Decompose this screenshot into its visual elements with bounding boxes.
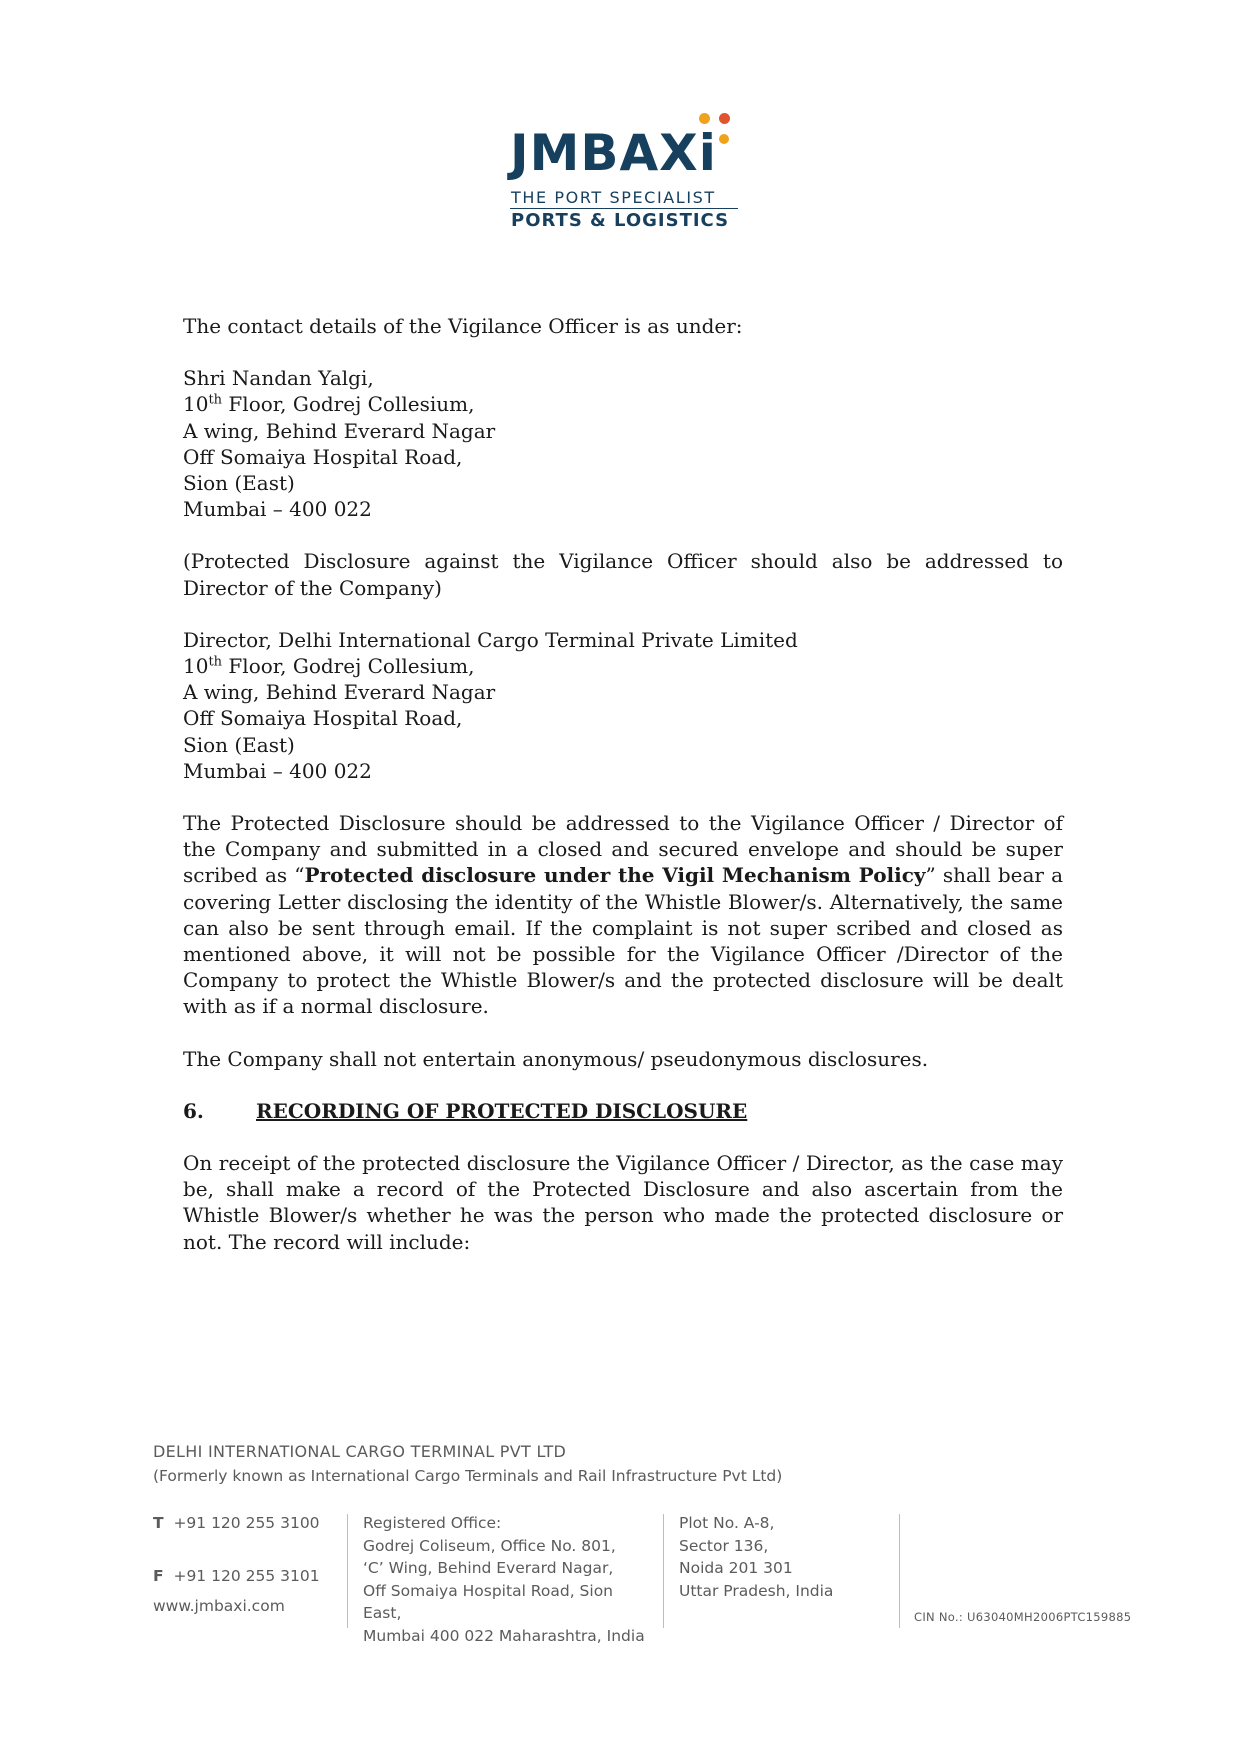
address-line: Off Somaiya Hospital Road,: [183, 706, 463, 731]
logo-tagline-ports-logistics: PORTS & LOGISTICS: [511, 210, 730, 231]
address-line: Off Somaiya Hospital Road,: [183, 444, 463, 469]
address-line-floor: 10th Floor, Godrej Collesium,: [183, 392, 475, 417]
address-line-floor: 10th Floor, Godrej Collesium,: [183, 654, 475, 679]
director-address: [183, 627, 1063, 784]
plot-line: Sector 136,: [679, 1536, 769, 1555]
address-line: A wing, Behind Everard Nagar: [183, 680, 496, 705]
section-title: RECORDING OF PROTECTED DISCLOSURE: [256, 1098, 748, 1123]
logo-tagline-port-specialist: THE PORT SPECIALIST: [511, 188, 716, 207]
logo-dot-red: [719, 113, 730, 124]
footer-phone: T +91 120 255 3100: [153, 1514, 320, 1532]
address-line: Sion (East): [183, 732, 295, 757]
receipt-paragraph: On receipt of the protected disclosure the Vigilance Officer / Director, as the case may be, shall make a record of the Protected Disclosure and also ascertain from the Whistle Blower/s whether he was the person who made the protected disclosure or not. The record will include:: [183, 1151, 1063, 1254]
footer-divider: [347, 1514, 348, 1628]
footer-divider: [899, 1514, 900, 1628]
logo-dot-orange: [699, 113, 710, 124]
director-note: (Protected Disclosure against the Vigilance Officer should also be addressed to Director of the Company): [183, 549, 1063, 600]
address-line: Shri Nandan Yalgi,: [183, 366, 374, 391]
plot-line: Noida 201 301: [679, 1559, 793, 1577]
plot-line: Uttar Pradesh, India: [679, 1581, 834, 1600]
address-line: Sion (East): [183, 471, 295, 496]
footer-registered-office: [363, 1512, 653, 1647]
page-footer: [153, 1440, 1153, 1645]
address-line: Director, Delhi International Cargo Terminal Private Limited: [183, 627, 798, 652]
footer-contact-grid: [153, 1512, 1153, 1645]
policy-title-bold: Protected disclosure under the Vigil Mechanism Policy: [304, 863, 926, 888]
intro-text: The contact details of the Vigilance Officer is as under:: [183, 314, 743, 338]
address-line: Mumbai – 400 022: [183, 758, 372, 783]
section-heading: [183, 1098, 1063, 1124]
registered-line: Mumbai 400 022 Maharashtra, India: [363, 1626, 645, 1645]
footer-fax: F +91 120 255 3101: [153, 1566, 320, 1585]
section-number: 6.: [183, 1098, 204, 1123]
logo-divider: [510, 208, 738, 209]
company-logo: [510, 108, 740, 233]
registered-line: Godrej Coliseum, Office No. 801,: [363, 1536, 616, 1555]
footer-formerly-known: (Formerly known as International Cargo Terminals and Rail Infrastructure Pvt Ltd): [153, 1467, 783, 1485]
registered-line: Off Somaiya Hospital Road, Sion East,: [363, 1581, 613, 1622]
logo-wordmark: JMBAXi: [510, 124, 717, 182]
registered-line: ‘C’ Wing, Behind Everard Nagar,: [363, 1559, 614, 1577]
footer-divider: [663, 1514, 664, 1628]
address-line: A wing, Behind Everard Nagar: [183, 418, 496, 443]
protected-disclosure-paragraph: The Protected Disclosure should be addressed to the Vigilance Officer / Director of the Company and submitted in a closed and secured envelope and should be super scribed as “Protected disclosure under the Vigil Mechanism Policy” shall bear a covering Letter disclosing the identity of the Whistle Blower/s. Alternatively, the same can also be sent through email. If the complaint is not super scribed and closed as mentioned above, it will not be possible for the Vigilance Officer /Director of the Company to protect the Whistle Blower/s and the protected disclosure will be dealt with as if a normal disclosure.: [183, 811, 1063, 1019]
footer-company-name: DELHI INTERNATIONAL CARGO TERMINAL PVT LTD: [153, 1442, 567, 1461]
footer-cin-number: CIN No.: U63040MH2006PTC159885: [914, 1610, 1132, 1624]
anonymous-disclosure-text: The Company shall not entertain anonymous/ pseudonymous disclosures.: [183, 1046, 929, 1071]
registered-office-label: Registered Office:: [363, 1514, 502, 1532]
logo-dot-i: [719, 134, 729, 144]
footer-contact-column: [153, 1512, 333, 1618]
letter-body: [183, 313, 1063, 1255]
plot-line: Plot No. A-8,: [679, 1514, 775, 1532]
address-line: Mumbai – 400 022: [183, 497, 372, 522]
officer-address: [183, 365, 1063, 522]
footer-plot-address: [679, 1512, 879, 1602]
footer-website-link[interactable]: www.jmbaxi.com: [153, 1597, 285, 1615]
